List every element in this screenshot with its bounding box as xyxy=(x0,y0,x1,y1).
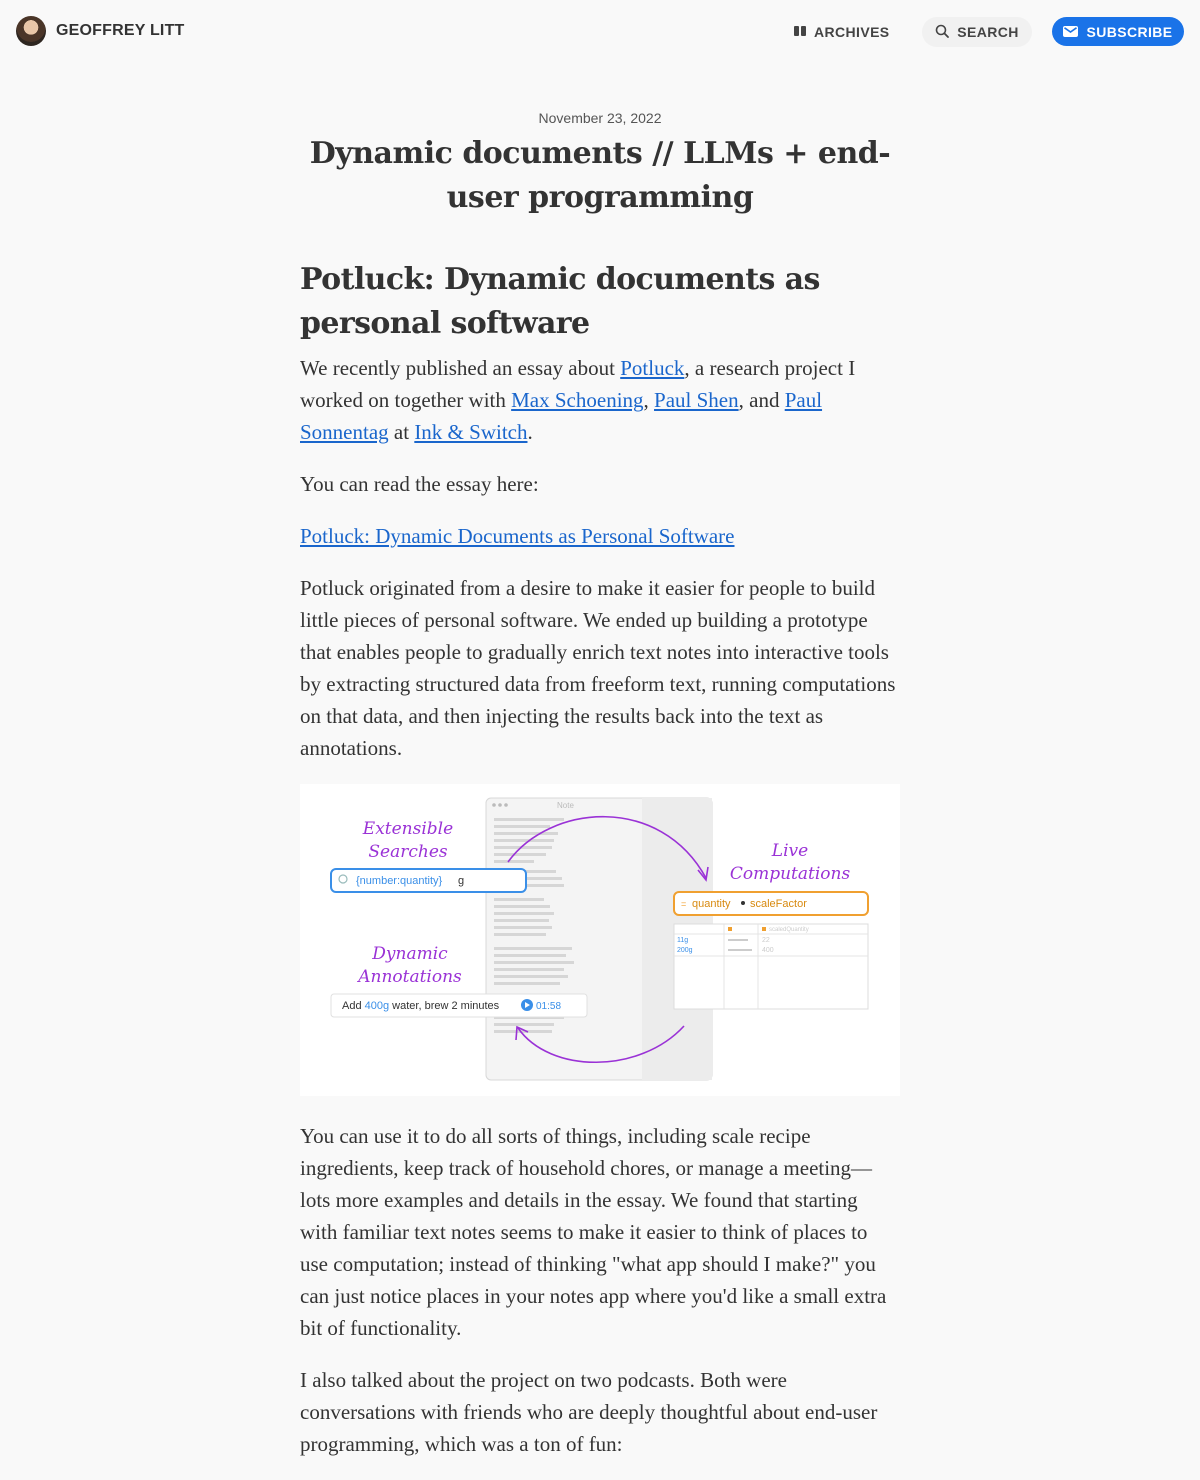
label-dynamic: Dynamic xyxy=(372,944,448,964)
link-ink-switch[interactable]: Ink & Switch xyxy=(414,420,528,444)
paragraph-intro xyxy=(300,352,900,448)
formula-left: quantity xyxy=(692,898,731,910)
annotation-text: Add 400g water, brew 2 minutes xyxy=(342,1000,500,1012)
text: at xyxy=(388,420,415,444)
paragraph-uses: You can use it to do all sorts of things, including scale recipe ingredients, keep track of household chores, or manage a meeting—lots more examples and details in the essay. We found that starting with familiar text notes seems to make it easier to think of places to use computation; instead of thinking "what app should I make?" you can just notice places in your notes app where you'd like a small extra bit of functionality. xyxy=(300,1124,887,1340)
post-title: Dynamic documents // LLMs + end-user programming xyxy=(309,136,891,215)
link-max-schoening[interactable]: Max Schoening xyxy=(511,388,644,412)
paragraph-read-here: You can read the essay here: xyxy=(300,472,539,496)
link-paul-shen[interactable]: Paul Shen xyxy=(654,388,739,412)
formula-equals: = xyxy=(681,899,687,909)
site-name[interactable]: GEOFFREY LITT xyxy=(56,22,185,39)
post-content xyxy=(300,258,900,1480)
link-potluck[interactable]: Potluck xyxy=(620,356,685,380)
avatar[interactable] xyxy=(16,16,46,46)
archives-label: ARCHIVES xyxy=(814,24,890,40)
table-result-1: 22 xyxy=(762,937,770,944)
label-computations: Computations xyxy=(729,864,851,884)
subscribe-label: SUBSCRIBE xyxy=(1086,23,1173,40)
table-header: scaledQuantity xyxy=(769,927,809,933)
mail-icon xyxy=(1063,24,1078,40)
paragraph-origin: Potluck originated from a desire to make it easier for people to build little pieces of personal software. We ended up building a prototype that enables people to gradually enrich text notes into interactive tools by extracting structured data from freeform text, running computations on that data, and then injecting the results back into the text as annotations. xyxy=(300,576,896,760)
search-icon xyxy=(935,24,949,41)
annotation-timer: 01:58 xyxy=(536,1001,562,1012)
post-date: November 23, 2022 xyxy=(538,110,662,126)
essay-link[interactable]: Potluck: Dynamic Documents as Personal Software xyxy=(300,524,735,548)
table-result-2: 400 xyxy=(762,947,774,954)
note-title: Note xyxy=(557,801,574,810)
search-button[interactable] xyxy=(922,17,1032,47)
text: , and xyxy=(738,388,785,412)
text: We recently published an essay about xyxy=(300,356,621,380)
archives-link[interactable] xyxy=(794,18,890,46)
search-query: {number:quantity} xyxy=(356,875,443,887)
potluck-diagram-svg xyxy=(300,784,900,1096)
book-icon xyxy=(794,24,806,40)
text: , a research project I worked on together with xyxy=(300,356,856,412)
label-live: Live xyxy=(771,841,809,861)
computation-table xyxy=(674,924,868,1009)
table-row-2: 200g xyxy=(677,947,693,954)
section-heading: Potluck: Dynamic documents as personal software xyxy=(300,262,820,341)
table-row-1: 11g xyxy=(677,937,689,944)
subscribe-button[interactable] xyxy=(1052,17,1184,46)
search-label: SEARCH xyxy=(957,24,1019,40)
site-header xyxy=(0,0,1200,64)
paragraph-essay-link xyxy=(300,520,900,552)
label-annotations: Annotations xyxy=(358,967,462,987)
search-suffix: g xyxy=(458,875,465,887)
link-paul-sonnentag[interactable]: Paul Sonnentag xyxy=(300,388,823,444)
label-extensible: Extensible xyxy=(362,819,454,839)
text: , xyxy=(643,388,655,412)
paragraph-podcasts: I also talked about the project on two podcasts. Both were conversations with friends who are deeply thoughtful about end-user programming, which was a ton of fun: xyxy=(300,1368,878,1456)
text: . xyxy=(527,420,533,444)
potluck-diagram xyxy=(300,784,900,1096)
formula-right: scaleFactor xyxy=(750,898,807,910)
label-searches: Searches xyxy=(368,842,448,862)
